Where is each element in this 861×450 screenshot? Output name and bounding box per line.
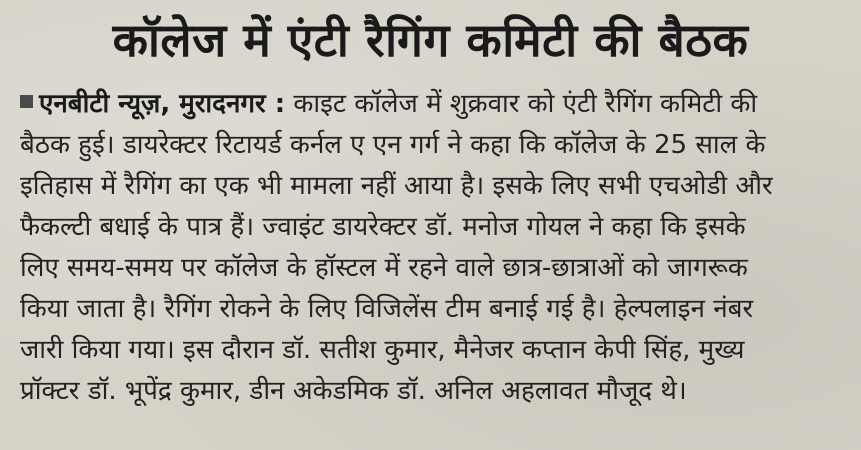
article-line-5: लिए समय-समय पर कॉलेज के हॉस्टल में रहने वाले छात्र-छात्राओं को जागरूक xyxy=(20,253,748,283)
article-line-6: किया जाता है। रैगिंग रोकने के लिए विजिलेंस टीम बनाई गई है। हेल्पलाइन नंबर xyxy=(20,294,754,324)
article-line-7: जारी किया गया। इस दौरान डॉ. सतीश कुमार, मैनेजर कप्तान केपी सिंह, मुख्य xyxy=(20,335,745,365)
article-line-2: बैठक हुई। डायरेक्टर रिटायर्ड कर्नल ए एन गर्ग ने कहा कि कॉलेज के 25 साल के xyxy=(20,130,766,160)
article-line-1 xyxy=(20,84,850,125)
square-bullet-icon xyxy=(20,95,33,108)
article-line-3: इतिहास में रैगिंग का एक भी मामला नहीं आया है। इसके लिए सभी एचओडी और xyxy=(20,171,773,201)
dateline: एनबीटी न्यूज़, मुरादनगर : xyxy=(39,89,286,119)
article-line-8: प्रॉक्टर डॉ. भूपेंद्र कुमार, डीन अकेडमिक डॉ. अनिल अहलावत मौजूद थे। xyxy=(20,376,687,406)
article-text: काइट कॉलेज में शुक्रवार को एंटी रैगिंग कमिटी की xyxy=(293,89,758,119)
headline: कॉलेज में एंटी रैगिंग कमिटी की बैठक xyxy=(112,13,749,67)
article-line-4: फैकल्टी बधाई के पात्र हैं। ज्वाइंट डायरेक्टर डॉ. मनोज गोयल ने कहा कि इसके xyxy=(20,212,746,242)
article-body xyxy=(20,84,850,412)
